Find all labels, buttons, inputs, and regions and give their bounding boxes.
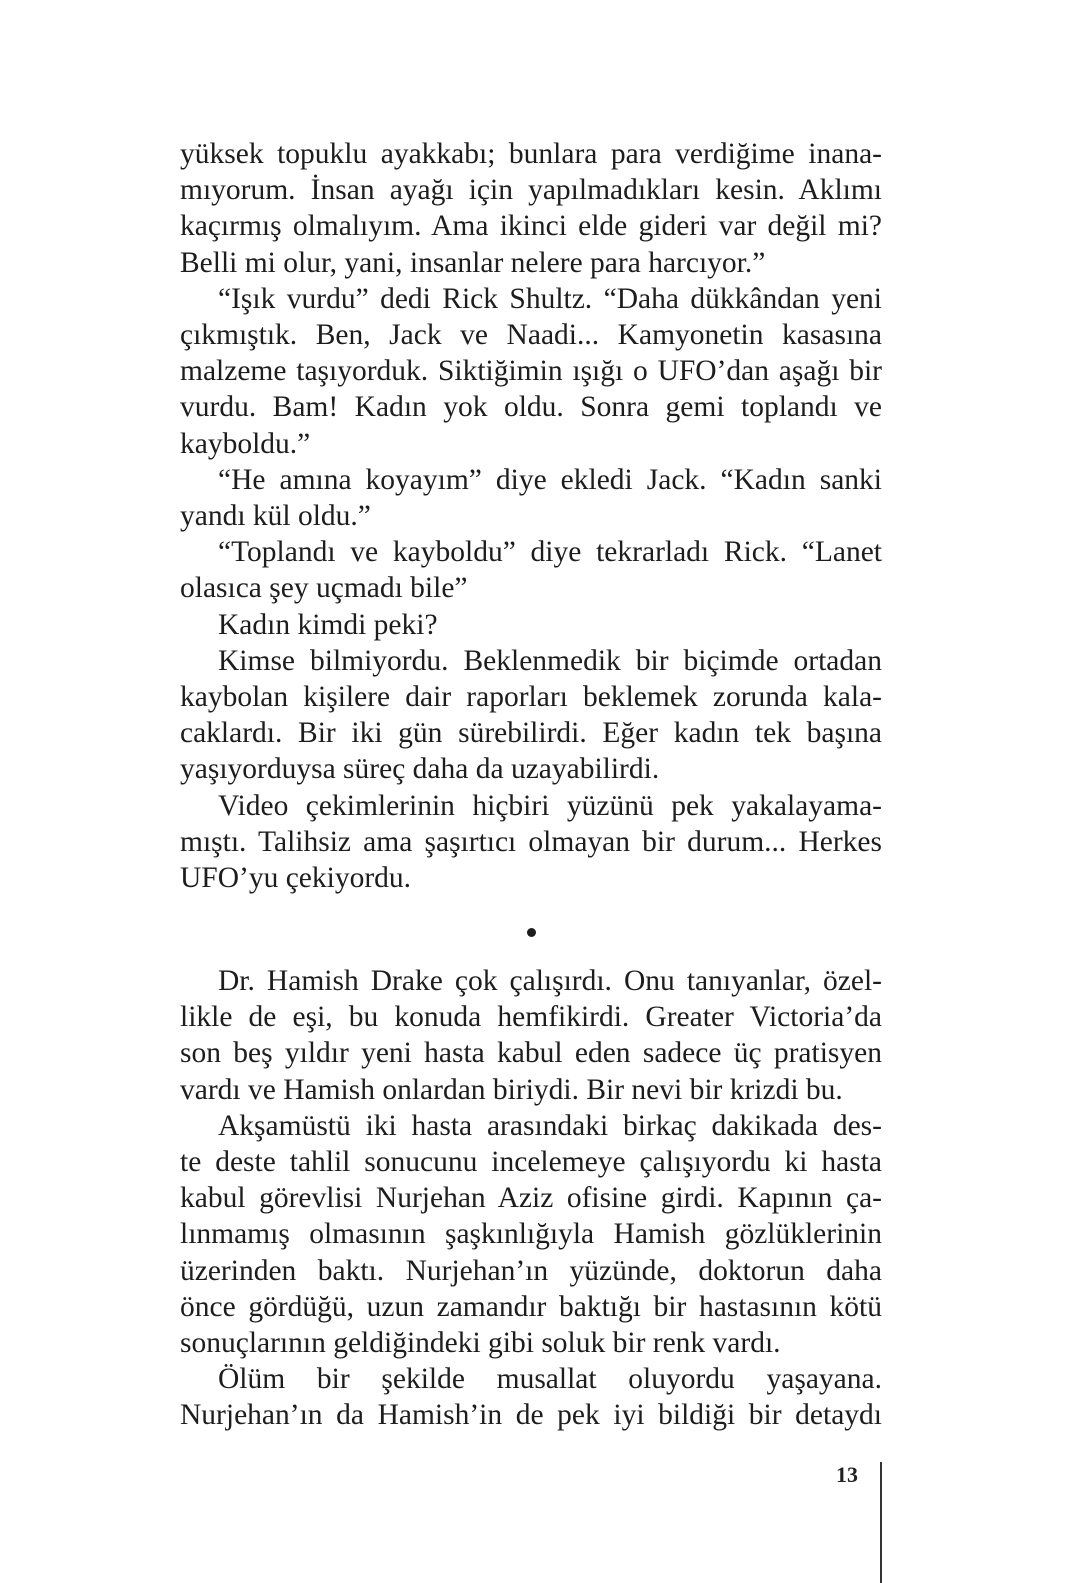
text-line: yandı kül oldu.” <box>180 500 371 533</box>
text-line: vardı ve Hamish onlardan biriydi. Bir nevi bir krizdi bu. <box>180 1073 843 1106</box>
text-line: vurdu. Bam! Kadın yok oldu. Sonra gemi toplandı ve <box>180 391 882 424</box>
text-line: Nurjehan’ın da Hamish’in de pek iyi bildiği bir detaydı <box>180 1399 882 1432</box>
text-line: “Toplandı ve kayboldu” diye tekrarladı Rick. “Lanet <box>218 536 882 569</box>
text-line: son beş yıldır yeni hasta kabul eden sadece üç pratisyen <box>180 1037 882 1070</box>
text-line: te deste tahlil sonucunu incelemeye çalışıyordu ki hasta <box>180 1146 882 1179</box>
text-line: çıkmıştık. Ben, Jack ve Naadi... Kamyonetin kasasına <box>180 319 882 352</box>
text-line: caklardı. Bir iki gün sürebilirdi. Eğer kadın tek başına <box>180 717 882 750</box>
text-line: olasıca şey uçmadı bile” <box>180 572 468 605</box>
text-line: yüksek topuklu ayakkabı; bunlara para verdiğime inana- <box>180 138 882 170</box>
text-line: kayboldu.” <box>180 427 311 460</box>
text-line: Ölüm bir şekilde musallat oluyordu yaşayana. <box>218 1363 882 1396</box>
text-line: önce gördüğü, uzun zamandır baktığı bir hastasının kötü <box>180 1290 882 1323</box>
text-line: kaybolan kişilere dair raporları beklemek zorunda kala- <box>180 681 882 714</box>
text-line: kabul görevlisi Nurjehan Aziz ofisine girdi. Kapının ça- <box>180 1182 882 1215</box>
text-line: Kadın kimdi peki? <box>218 608 438 641</box>
text-line: “Işık vurdu” dedi Rick Shultz. “Daha dükkândan yeni <box>218 282 882 315</box>
text-line: mıyorum. İnsan ayağı için yapılmadıkları kesin. Aklımı <box>180 174 882 207</box>
text-block-lower <box>180 963 882 1434</box>
text-line: lınmamış olmasının şaşkınlığıyla Hamish gözlüklerinin <box>180 1218 882 1251</box>
text-line: malzeme taşıyorduk. Siktiğimin ışığı o UFO’dan aşağı bir <box>180 355 882 388</box>
text-line: üzerinden baktı. Nurjehan’ın yüzünde, doktorun daha <box>180 1254 882 1287</box>
text-line: Kimse bilmiyordu. Beklenmedik bir biçimde ortadan <box>218 644 882 677</box>
text-block-upper <box>180 136 882 896</box>
text-line: Video çekimlerinin hiçbiri yüzünü pek yakalayama- <box>218 789 882 822</box>
text-line: likle de eşi, bu konuda hemfikirdi. Greater Victoria’da <box>180 1001 882 1034</box>
text-line: “He amına koyayım” diye ekledi Jack. “Kadın sanki <box>218 463 882 496</box>
margin-rule <box>880 1462 882 1583</box>
text-line: kaçırmış olmalıyım. Ama ikinci elde gideri var değil mi? <box>180 210 882 243</box>
text-line: Dr. Hamish Drake çok çalışırdı. Onu tanıyanlar, özel- <box>218 965 882 997</box>
text-line: yaşıyorduysa süreç daha da uzayabilirdi. <box>180 753 660 786</box>
text-line: UFO’yu çekiyordu. <box>180 862 412 895</box>
text-line: sonuçlarının geldiğindeki gibi soluk bir renk vardı. <box>180 1327 781 1360</box>
text-line: Akşamüstü iki hasta arasındaki birkaç dakikada des- <box>218 1109 882 1142</box>
page-number: 13 <box>836 1462 858 1487</box>
section-break-dot <box>527 928 536 937</box>
text-line: Belli mi olur, yani, insanlar nelere para harcıyor.” <box>180 246 766 279</box>
text-line: mıştı. Talihsiz ama şaşırtıcı olmayan bir durum... Herkes <box>180 825 882 858</box>
